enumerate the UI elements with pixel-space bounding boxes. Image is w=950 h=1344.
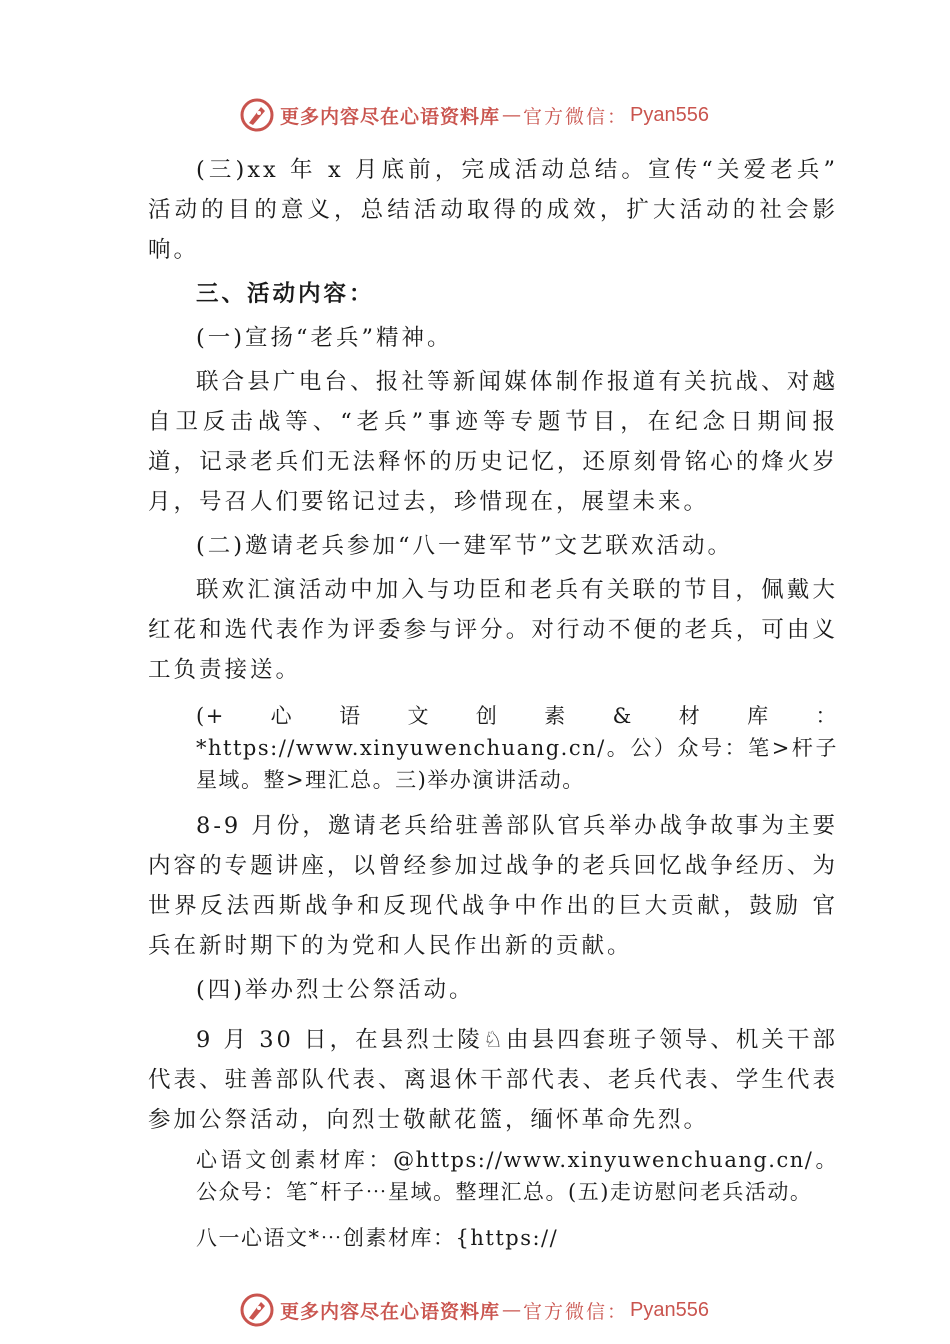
banner-official-label: 官方微信： <box>523 105 629 128</box>
paragraph-summary: (三)xx 年 x 月底前，完成活动总结。宣传“关爱老兵” 活动的目的意义，总结活动取得的成效，扩大活动的社会影响。 <box>148 157 838 263</box>
paragraph-lectures: 8-9 月份，邀请老兵给驻善部队官兵举办战争故事为主要内容的专题讲座，以曾经参加过战争的老兵回忆战争经历、为世界反法西斯战争和反现代战争中作出的巨大贡献，鼓励 官兵在新时期下的为党和人民作出新的贡献。 <box>148 813 838 959</box>
paragraph-memorial-details: 9 月 30 日，在县烈士陵♘由县四套班子领导、机关干部代表、驻善部队代表、离退休干部代表、老兵代表、学生代表参加公祭活动，向烈士敬献花篮，缅怀革命先烈。 <box>148 1027 838 1133</box>
subheading-promote-spirit: (一)宣扬“老兵”精神。 <box>196 325 453 351</box>
watermark-text-3: 八一心语文*⋯创素材库：{https:// <box>196 1226 559 1250</box>
banner-separator: — <box>502 104 522 126</box>
banner-separator: — <box>502 1299 522 1321</box>
watermark-text-1: (+心语文创素&材库：*https://www.xinyuwenchuang.cn/。公）众号：笔>杆子星域。整>理汇总。三)举办演讲活动。 <box>196 704 838 792</box>
banner-main-text: 更多内容尽在心语资料库 <box>280 105 501 128</box>
subheading-army-day-event: (二)邀请老兵参加“八一建军节”文艺联欢活动。 <box>196 533 734 559</box>
fountain-pen-logo-icon <box>240 1293 274 1327</box>
footer-watermark-banner <box>240 1290 730 1330</box>
banner-account-id: Pyan556 <box>630 103 709 126</box>
banner-account-id: Pyan556 <box>630 1298 709 1321</box>
document-body <box>148 150 838 1254</box>
header-watermark-banner <box>240 95 730 135</box>
banner-official-label: 官方微信： <box>523 1300 629 1323</box>
banner-main-text: 更多内容尽在心语资料库 <box>280 1300 501 1323</box>
section-heading-activity-content: 三、活动内容： <box>196 281 375 307</box>
fountain-pen-logo-icon <box>240 98 274 132</box>
paragraph-gala-program: 联欢汇演活动中加入与功臣和老兵有关联的节目，佩戴大红花和选代表作为评委参与评分。对行动不便的老兵，可由义工负责接送。 <box>148 577 838 683</box>
paragraph-media-reports: 联合县广电台、报社等新闻媒体制作报道有关抗战、对越自卫反击战等、“老兵”事迹等专题节目，在纪念日期间报道，记录老兵们无法释怀的历史记忆，还原刻骨铭心的烽火岁月，号召人们要铭记过去，珍惜现在，展望未来。 <box>148 369 838 515</box>
watermark-text-2: 心语文创素材库：@https://www.xinyuwenchuang.cn/。公众号：笔˜杆子⋯星域。整理汇总。(五)走访慰问老兵活动。 <box>196 1148 838 1204</box>
subheading-memorial-ceremony: (四)举办烈士公祭活动。 <box>196 977 475 1003</box>
